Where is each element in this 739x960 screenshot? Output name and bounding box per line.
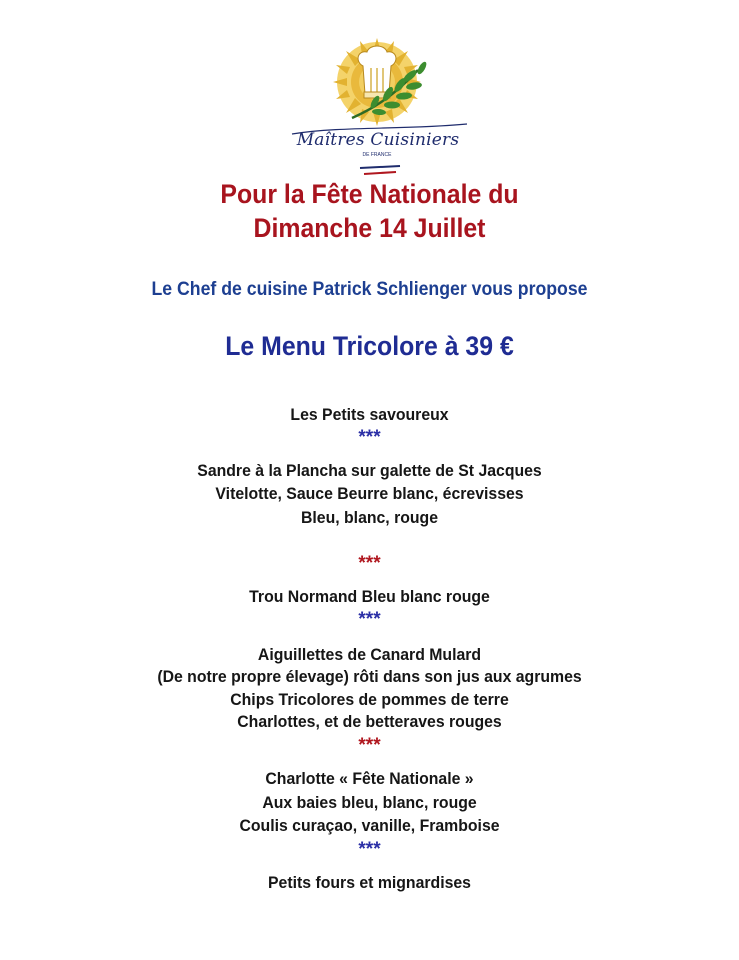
separator-red: *** — [358, 553, 381, 574]
logo-subtitle: DE FRANCE — [362, 152, 392, 158]
course-dessert-line: Charlotte « Fête Nationale » — [265, 769, 474, 788]
maitres-cuisiniers-logo — [282, 38, 472, 178]
chef-intro: Le Chef de cuisine Patrick Schlienger vous propose — [151, 279, 588, 300]
separator-blue: *** — [358, 839, 381, 860]
separator-blue: *** — [358, 609, 381, 630]
course-dessert-line: Aux baies bleu, blanc, rouge — [262, 793, 477, 812]
heading-line-2: Dimanche 14 Juillet — [253, 213, 486, 243]
course-dessert-line: Coulis curaçao, vanille, Framboise — [239, 816, 500, 835]
course-main-line: Charlottes, et de betteraves rouges — [237, 712, 502, 731]
separator-red: *** — [358, 735, 381, 756]
course-sorbet: Trou Normand Bleu blanc rouge — [249, 587, 490, 606]
menu-title: Le Menu Tricolore à 39 € — [225, 331, 514, 361]
separator-blue: *** — [358, 427, 381, 448]
course-main-line: Aiguillettes de Canard Mulard — [257, 645, 482, 664]
logo-wordmark: Maîtres Cuisiniers — [296, 130, 460, 150]
course-main-line: (De notre propre élevage) rôti dans son jus aux agrumes — [157, 667, 582, 686]
course-main-line: Chips Tricolores de pommes de terre — [230, 690, 509, 709]
course-finale: Petits fours et mignardises — [268, 873, 471, 892]
course-appetizer: Les Petits savoureux — [290, 405, 449, 424]
course-fish-line: Sandre à la Plancha sur galette de St Jacques — [197, 461, 542, 480]
course-fish-line: Bleu, blanc, rouge — [300, 508, 439, 527]
heading-line-1: Pour la Fête Nationale du — [220, 179, 519, 209]
course-fish-line: Vitelotte, Sauce Beurre blanc, écrevisses — [215, 484, 524, 503]
